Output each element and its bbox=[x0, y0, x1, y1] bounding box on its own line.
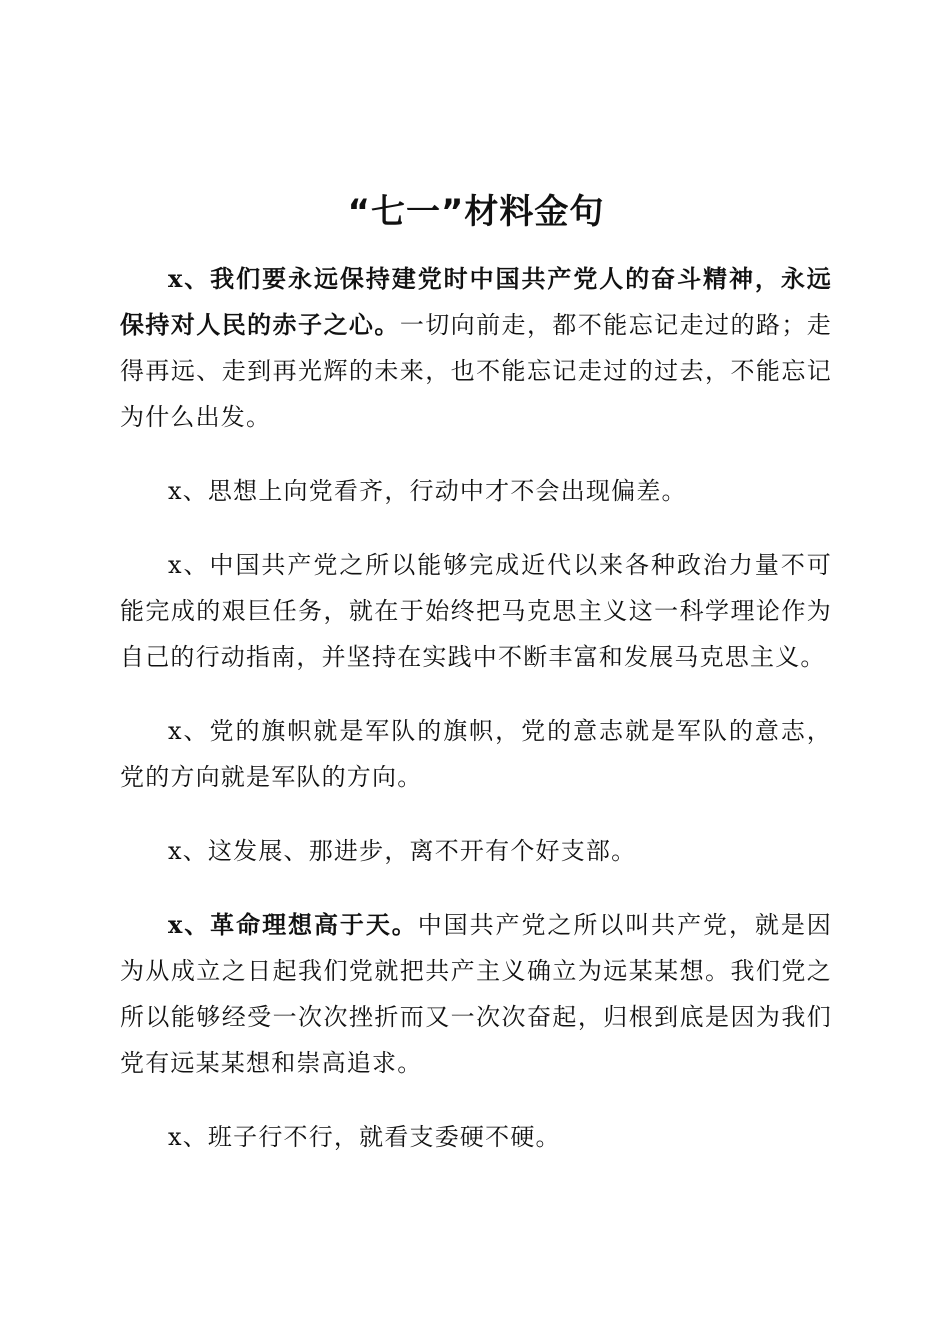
paragraph-text: 一切向前走，都不能忘记走过的路；走得再远、走到再光辉的未来，也不能忘记走过的过去，不能忘记为什么出发。 bbox=[120, 311, 832, 431]
paragraph-text: x、班子行不行，就看支委硬不硬。 bbox=[168, 1123, 561, 1151]
paragraph-1 bbox=[120, 256, 832, 440]
document-page bbox=[120, 180, 832, 1188]
paragraph-7 bbox=[120, 1114, 832, 1160]
paragraph-2 bbox=[120, 468, 832, 514]
paragraph-5 bbox=[120, 828, 832, 874]
paragraph-lead: x、我们要永远保持建党时中国共产党人的奋斗精神，永远保持对人民的赤子之心。 bbox=[120, 264, 832, 339]
paragraph-lead: x、革命理想高于天。 bbox=[168, 910, 418, 939]
paragraph-text: x、思想上向党看齐，行动中才不会出现偏差。 bbox=[168, 477, 687, 505]
paragraph-text: x、这发展、那进步，离不开有个好支部。 bbox=[168, 837, 637, 865]
page-title: “七一”材料金句 bbox=[347, 192, 605, 232]
paragraph-text: x、党的旗帜就是军队的旗帜，党的意志就是军队的意志，党的方向就是军队的方向。 bbox=[120, 717, 832, 791]
paragraph-text: 中国共产党之所以叫共产党，就是因为从成立之日起我们党就把共产主义确立为远某某想。我们党之所以能够经受一次次挫折而又一次次奋起，归根到底是因为我们党有远某某想和崇高追求。 bbox=[120, 911, 832, 1077]
paragraph-text: x、中国共产党之所以能够完成近代以来各种政治力量不可能完成的艰巨任务，就在于始终把马克思主义这一科学理论作为自己的行动指南，并坚持在实践中不断丰富和发展马克思主义。 bbox=[120, 551, 832, 671]
paragraph-4 bbox=[120, 708, 832, 800]
paragraph-3 bbox=[120, 542, 832, 680]
paragraph-6 bbox=[120, 902, 832, 1086]
